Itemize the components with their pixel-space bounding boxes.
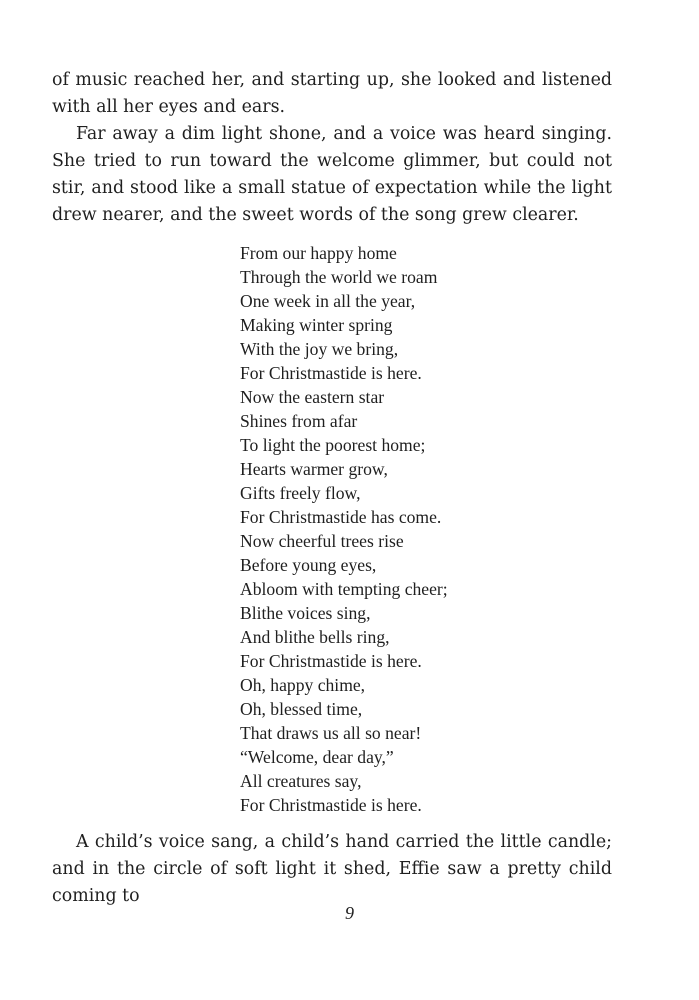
poem-line: Blithe voices sing, (240, 603, 371, 623)
poem-line: Now the eastern star (240, 387, 385, 407)
poem-line: And blithe bells ring, (240, 627, 390, 647)
poem-line: Oh, happy chime, (240, 675, 366, 695)
poem-line: For Christmastide is here. (240, 795, 422, 815)
song-verse (240, 241, 448, 817)
paragraph-continued-line-2: with all her eyes and ears. (52, 97, 286, 117)
poem-line: Gifts freely flow, (240, 483, 361, 503)
poem-line: For Christmastide is here. (240, 651, 422, 671)
poem-line: All creatures say, (240, 771, 362, 791)
poem-line: To light the poorest home; (240, 435, 426, 455)
poem-line: Now cheerful trees rise (240, 531, 404, 551)
paragraph-continued (52, 67, 612, 121)
bottom-text-block (52, 829, 612, 910)
poem-line: Oh, blessed time, (240, 699, 363, 719)
top-text-block (52, 67, 612, 229)
poem-line: Shines from afar (240, 411, 358, 431)
paragraph-childs-voice: A child’s voice sang, a child’s hand carried the little candle; and in the circle of soft light it shed, Effie saw a pretty child coming to (52, 832, 612, 906)
poem-line: With the joy we bring, (240, 339, 399, 359)
poem-line: One week in all the year, (240, 291, 416, 311)
page-number: 9 (345, 903, 354, 923)
poem-line: Before young eyes, (240, 555, 377, 575)
poem-line: Through the world we roam (240, 267, 438, 287)
poem-line: Making winter spring (240, 315, 393, 335)
poem-line: Hearts warmer grow, (240, 459, 388, 479)
poem-line: For Christmastide is here. (240, 363, 422, 383)
paragraph-continued-line-1: of music reached her, and starting up, she looked and listened (52, 70, 612, 90)
poem-line: That draws us all so near! (240, 723, 422, 743)
poem-line: “Welcome, dear day,” (240, 747, 394, 767)
poem-line: From our happy home (240, 243, 397, 263)
poem-line: For Christmastide has come. (240, 507, 442, 527)
poem-line: Abloom with tempting cheer; (240, 579, 448, 599)
paragraph-far-away: Far away a dim light shone, and a voice was heard singing. She tried to run toward the welcome glimmer, but could not stir, and stood like a small statue of expectation while the light drew nearer, and the sweet words of the song grew clearer. (52, 124, 612, 225)
